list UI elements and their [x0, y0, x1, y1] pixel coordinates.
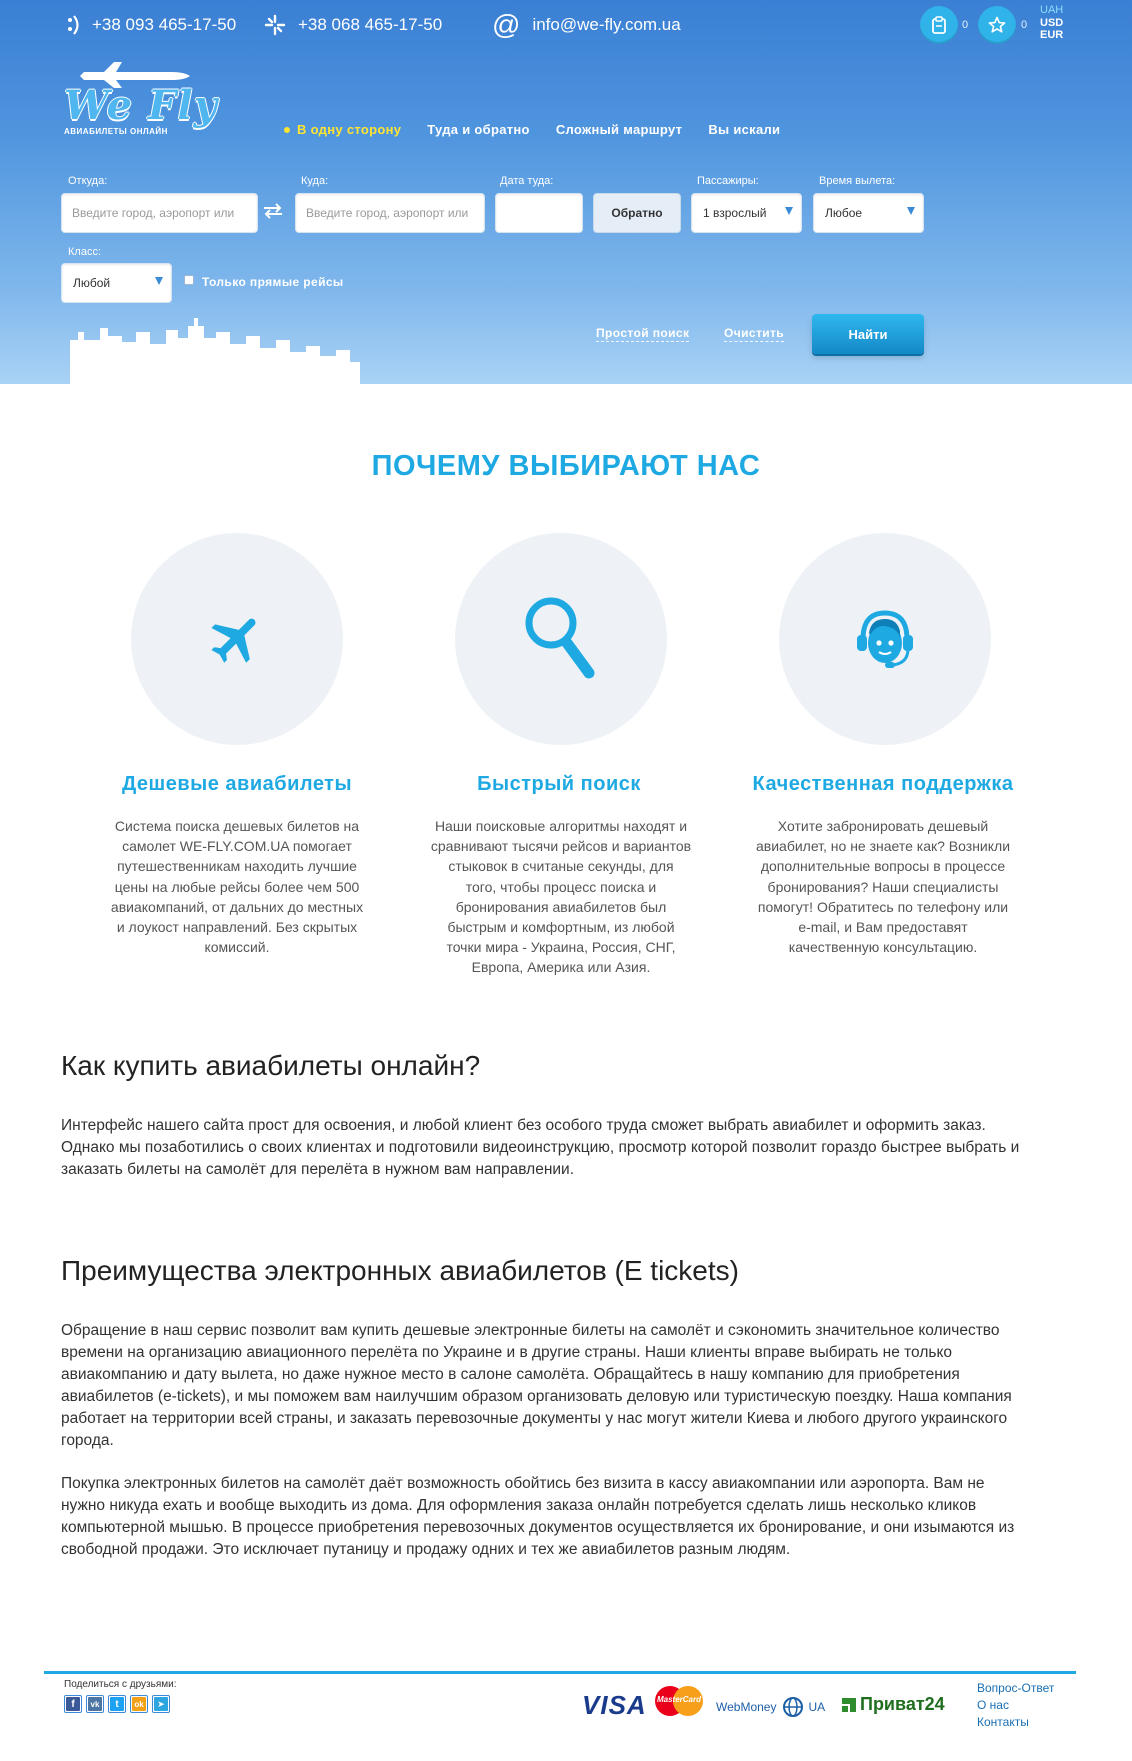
hero-search-section: [0, 0, 1132, 384]
text-line: и лоукост направлений. Без скрытых: [116, 919, 358, 936]
city-skyline-decoration: [70, 318, 360, 384]
text-line: времени на организацию авиационного перелёта по Украине и в другие страны. Наши клиенты вправе выбирать не только: [61, 1344, 953, 1361]
feature-title-support: Качественная поддержка: [752, 773, 1014, 795]
text-line: Однако мы позаботились о своих клиентах и подготовили видеоинструкцию, просмотр которой позволит гораздо быстрее выбрать и: [61, 1139, 1020, 1156]
from-field: [61, 193, 258, 233]
text-line: Обращение в наш сервис позволит вам купить дешевые электронные билеты на самолёт и сэкономить значительное количество: [61, 1322, 1000, 1339]
text-line: комиссий.: [204, 939, 270, 956]
star-icon: [988, 16, 1006, 34]
direct-flights-checkbox[interactable]: [184, 275, 194, 285]
dropdown-arrow-icon: [155, 277, 163, 285]
phone-number-2: +38 068 465-17-50: [298, 15, 443, 34]
to-label: Куда:: [301, 175, 329, 187]
date-label: Дата туда:: [500, 175, 554, 187]
visa-icon: VISA: [582, 1690, 647, 1720]
telegram-icon: ➤: [154, 1697, 168, 1711]
wefly-logo[interactable]: [60, 56, 220, 140]
footer-link-faq[interactable]: Вопрос-Ответ: [977, 1681, 1055, 1695]
clear-link[interactable]: Очистить: [724, 326, 785, 340]
tab-search-history[interactable]: [708, 122, 780, 137]
find-button[interactable]: Найти: [812, 314, 924, 354]
to-input[interactable]: [296, 194, 484, 232]
webmoney-globe-icon: [782, 1696, 804, 1718]
text-line: свободной продажи. Это исключает путаницу и продажу одних и тех же авиабилетов разным людям.: [61, 1541, 791, 1558]
feature-text-support: [738, 816, 1028, 957]
text-line: e-mail, и Вам предоставят: [798, 919, 968, 936]
tab-round-trip-label: Туда и обратно: [427, 122, 530, 137]
share-telegram-button[interactable]: [152, 1695, 170, 1713]
text-line: быстрым и комфортным, из любой: [447, 919, 675, 936]
text-line: Хотите забронировать дешевый: [777, 818, 989, 834]
privat-icon: [840, 1696, 858, 1714]
airplane-icon: [206, 608, 268, 670]
tab-one-way[interactable]: [284, 122, 401, 137]
vk-icon: vk: [88, 1697, 102, 1711]
to-field: [295, 193, 485, 233]
phone-number-1: +38 093 465-17-50: [92, 15, 237, 34]
logo-text: We Fly: [64, 82, 218, 129]
tab-round-trip[interactable]: [427, 122, 530, 137]
date-field: [495, 193, 583, 233]
privat24-label: Приват24: [860, 1694, 945, 1714]
article-paragraph-eticket-2: [61, 1473, 1071, 1561]
departure-time-value: Любое: [825, 206, 863, 220]
text-line: компьютерной мышью. В процессе приобретения перевозочных документов осуществляется их бронирование, и они изымаются из: [61, 1519, 1015, 1536]
tab-search-history-label: Вы искали: [708, 122, 781, 137]
text-line: дополнительные вопросы в процессе: [760, 858, 1006, 875]
feature-title-cheap: Дешевые авиабилеты: [121, 773, 353, 795]
logo-tagline: АВИАБИЛЕТЫ ОНЛАЙН: [64, 127, 168, 136]
currency-usd[interactable]: USD: [1040, 16, 1064, 29]
footer-links: [977, 1680, 1054, 1731]
footer-divider: [44, 1671, 1076, 1674]
from-input[interactable]: [62, 194, 257, 232]
twitter-icon: t: [110, 1697, 124, 1711]
article-paragraph-how-to-buy: [61, 1115, 1071, 1181]
article-title-eticket-benefits: Преимущества электронных авиабилетов (E tickets): [61, 1255, 739, 1286]
feature-text-cheap: [92, 816, 382, 957]
email-contact[interactable]: [492, 9, 681, 40]
dropdown-arrow-icon: [785, 207, 793, 215]
article-paragraph-eticket-1: [61, 1320, 1071, 1452]
passengers-value: 1 взрослый: [703, 206, 767, 220]
text-line: заказать билеты на самолёт для перелёта в нужном вам направлении.: [61, 1161, 575, 1178]
phone-contact-2[interactable]: [264, 12, 442, 38]
currency-switcher: [1040, 4, 1063, 42]
simple-search-link[interactable]: Простой поиск: [596, 326, 690, 340]
favorites-button[interactable]: [978, 6, 1016, 44]
text-line: Интерфейс нашего сайта прост для освоения, и любой клиент без особого труда сможет выбрать авиабилет и оформить заказ.: [61, 1117, 986, 1134]
cart-count: 0: [962, 19, 969, 31]
dropdown-arrow-icon: [907, 207, 915, 215]
text-line: стыковок в считаные секунды, для: [448, 858, 674, 875]
share-vk-button[interactable]: [86, 1695, 104, 1713]
text-line: самолет WE-FLY.COM.UA помогает: [122, 838, 352, 855]
from-label: Откуда:: [68, 175, 108, 187]
currency-eur[interactable]: EUR: [1040, 29, 1064, 41]
favorites-count: 0: [1021, 19, 1028, 31]
text-line: помогут! Обратитесь по телефону или: [757, 898, 1009, 915]
text-line: точки мира - Украина, Россия, СНГ,: [446, 939, 676, 956]
email-address: info@we-fly.com.ua: [532, 15, 681, 34]
text-line: авиабилетов (e-tickets), и мы поможем вам наилучшим образом организовать деловую или туристическую поездку. Наша компания: [61, 1388, 1012, 1405]
text-line: бронирования? Наши специалисты: [767, 878, 999, 895]
share-odnoklassniki-button[interactable]: [130, 1695, 148, 1713]
facebook-icon: f: [66, 1697, 80, 1711]
text-line: качественную консультацию.: [788, 939, 978, 956]
footer-link-contacts[interactable]: Контакты: [977, 1715, 1029, 1729]
active-tab-dot: [284, 127, 290, 133]
visa-logo: [582, 1690, 647, 1721]
text-line: авиакомпаний, от дальних до местных: [110, 898, 364, 915]
feature-text-fast: [416, 816, 706, 978]
magnifier-icon: [519, 591, 603, 687]
odnoklassniki-icon: ok: [132, 1697, 146, 1711]
text-line: Наши поисковые алгоритмы находят и: [434, 818, 688, 834]
webmoney-logo: [716, 1696, 825, 1718]
share-twitter-button[interactable]: [108, 1695, 126, 1713]
trip-type-tabs: [284, 122, 806, 137]
webmoney-ua-label: UA: [808, 1700, 826, 1714]
text-line: Покупка электронных билетов на самолёт даёт возможность обойтись без визита в кассу авиакомпании или аэропорта. Вам не: [61, 1475, 985, 1492]
cart-button[interactable]: [920, 6, 958, 44]
text-line: путешественникам находить лучшие: [117, 858, 357, 875]
footer-link-about[interactable]: О нас: [977, 1698, 1009, 1712]
clipboard-icon: [931, 16, 947, 34]
share-facebook-button[interactable]: [64, 1695, 82, 1713]
text-line: Европа, Америка или Азия.: [471, 959, 651, 976]
mastercard-logo: [655, 1686, 703, 1716]
direct-flights-label[interactable]: Только прямые рейсы: [202, 275, 344, 289]
feature-circle-fast: [455, 533, 667, 745]
text-line: сравнивают тысячи рейсов и вариантов: [430, 838, 692, 855]
passengers-label: Пассажиры:: [697, 175, 759, 187]
text-line: города.: [61, 1432, 114, 1449]
phone-smiley-icon: [66, 14, 80, 36]
departure-time-label: Время вылета:: [819, 175, 896, 187]
tab-multi-city-label: Сложный маршрут: [555, 122, 683, 137]
swap-arrows-icon[interactable]: [262, 202, 284, 220]
tab-one-way-label: В одну сторону: [297, 122, 402, 137]
text-line: работает на территории всей страны, и заказать перевозочные документы у нас могут жители Киева и любого другого украинского: [61, 1410, 1008, 1427]
class-value: Любой: [73, 276, 111, 290]
privat24-logo: [840, 1694, 945, 1715]
text-line: нужно никуда ехать и вообще выходить из дома. Для оформления заказа онлайн потребуется сделать лишь несколько кликов: [61, 1497, 977, 1514]
feature-circle-cheap: [131, 533, 343, 745]
tab-multi-city[interactable]: [556, 122, 683, 137]
class-label: Класс:: [68, 246, 101, 258]
mastercard-icon: [655, 1686, 703, 1716]
mastercard-label: MasterCard: [656, 1695, 701, 1704]
text-line: того, чтобы процесс поиска и: [465, 878, 657, 895]
webmoney-label: WebMoney: [716, 1700, 777, 1714]
departure-time-select[interactable]: [813, 193, 924, 233]
support-operator-icon: [853, 605, 917, 673]
class-select[interactable]: [61, 263, 172, 303]
text-line: авиакомпанию и дату вылета, но даже нужное место в салоне самолёта. Обращайтесь в нашу компанию для приобретения: [61, 1366, 960, 1383]
feature-title-fast: Быстрый поиск: [477, 773, 641, 795]
article-title-how-to-buy: Как купить авиабилеты онлайн?: [61, 1050, 481, 1081]
why-us-title: ПОЧЕМУ ВЫБИРАЮТ НАС: [371, 450, 761, 482]
text-line: Система поиска дешевых билетов на: [114, 818, 360, 834]
kyivstar-star-icon: [264, 14, 286, 36]
share-label: Поделиться с друзьями:: [64, 1679, 177, 1690]
return-date-button[interactable]: Обратно: [593, 193, 681, 233]
text-line: авиабилет, но не знаете как? Возникли: [755, 838, 1011, 855]
currency-uah[interactable]: UAH: [1040, 4, 1064, 16]
phone-contact-1[interactable]: [66, 12, 236, 38]
feature-circle-support: [779, 533, 991, 745]
at-sign-icon: @: [492, 9, 521, 40]
text-line: цены на любые рейсы более чем 500: [114, 878, 360, 895]
passengers-select[interactable]: [691, 193, 802, 233]
date-input[interactable]: [496, 194, 582, 232]
text-line: бронирования авиабилетов был: [455, 898, 667, 915]
